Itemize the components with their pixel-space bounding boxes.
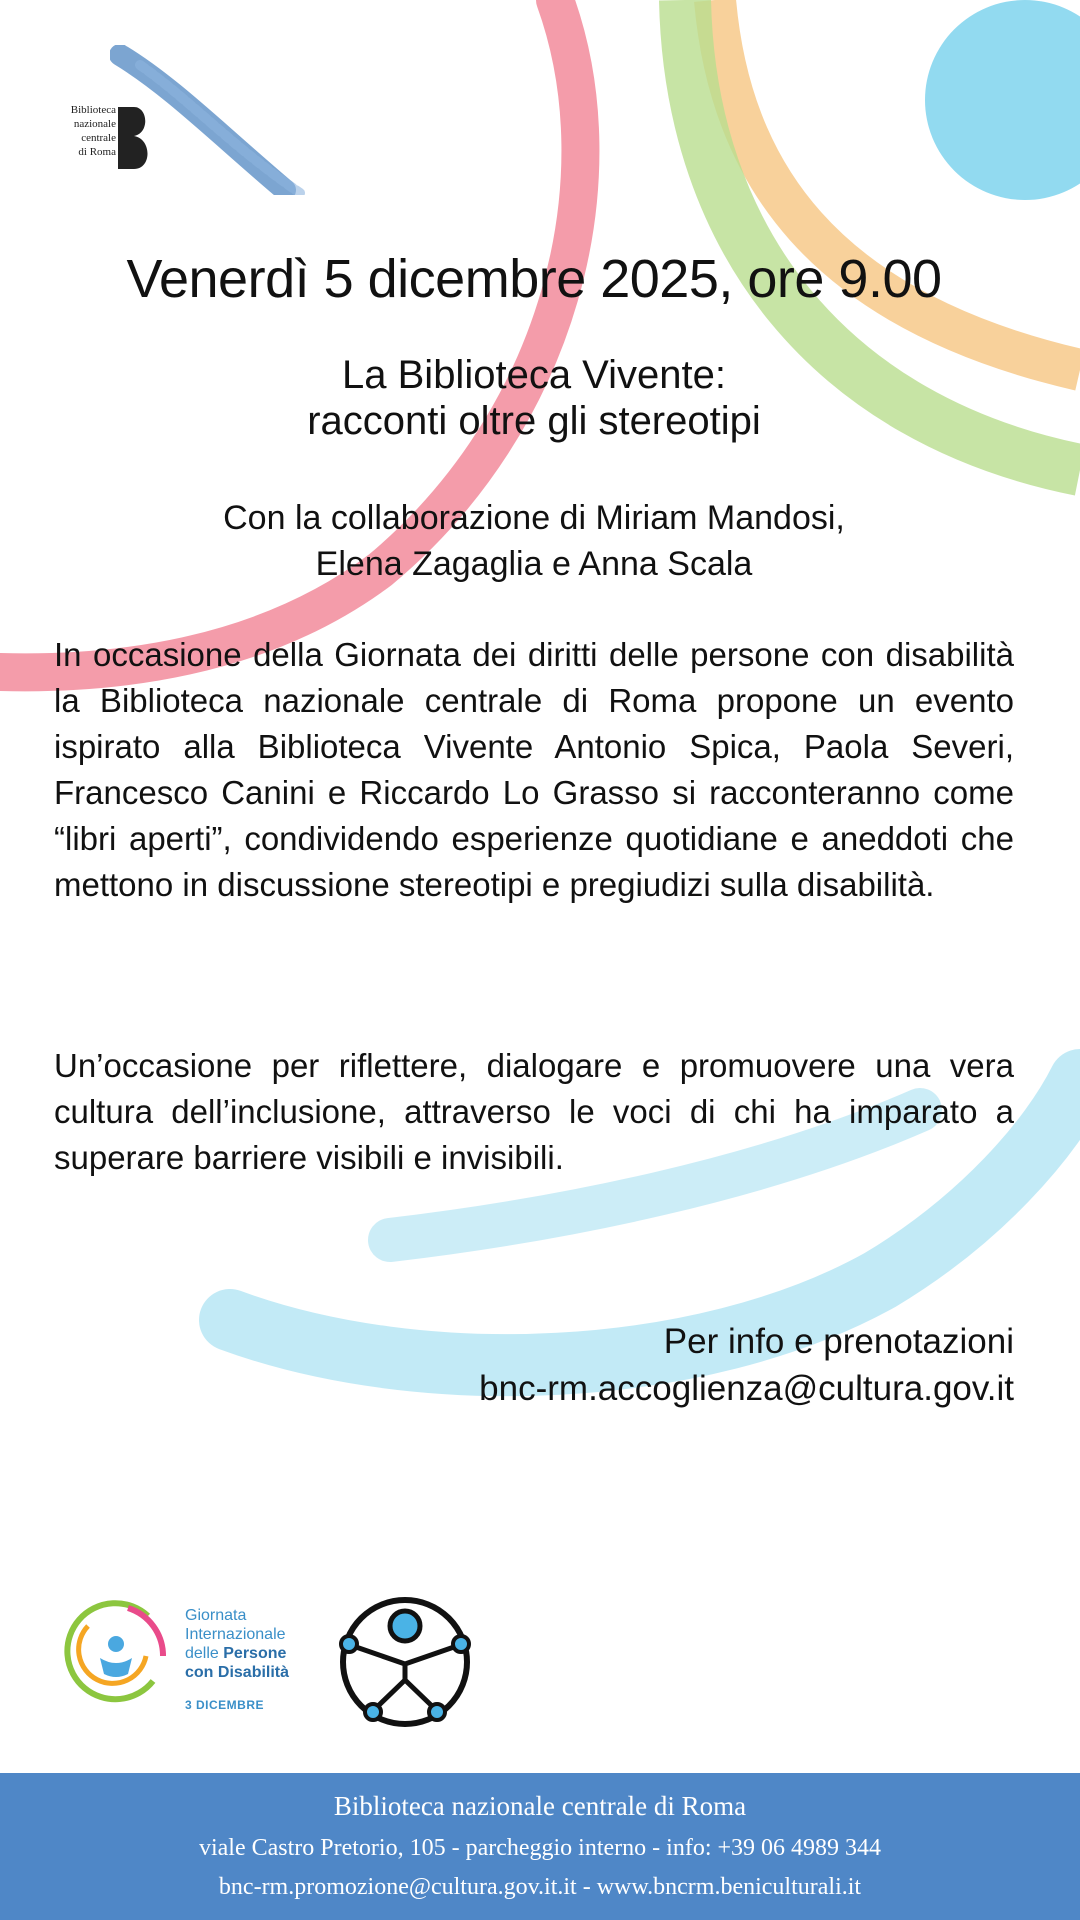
logo-line: di Roma — [78, 146, 116, 158]
disability-day-text — [185, 1606, 289, 1682]
bottom-logos — [58, 1592, 488, 1732]
description-paragraph: In occasione della Giornata dei diritti delle persone con disabilità la Biblioteca nazionale centrale di Roma propone un evento ispirato alla Biblioteca Vivente Antonio Spica, Paola Severi, Francesco Canini e Riccardo Lo Grasso si racconteranno come “libri aperti”, condividendo esperienze quotidiane e aneddoti che mettono in discussione stereotipi e pregiudizi sulla disabilità. — [54, 636, 1014, 903]
description-paragraph: Un’occasione per riflettere, dialogare e promuovere una vera cultura dell’inclusione, attraverso le voci di chi ha imparato a superare barriere visibili e invisibili. — [54, 1047, 1014, 1176]
b-letter-icon — [114, 103, 154, 173]
library-logo — [40, 45, 270, 195]
gidp-line: Giornata — [185, 1607, 247, 1624]
gidp-line-bold: Persone — [223, 1645, 287, 1662]
gidp-line — [185, 1644, 289, 1663]
collab-line: Elena Zagaglia e Anna Scala — [315, 545, 753, 583]
accessibility-icon — [333, 1592, 478, 1732]
footer-address: viale Castro Pretorio, 105 - parcheggio interno - info: +39 06 4989 344 — [198, 1835, 882, 1861]
collab-line: Con la collaborazione di Miriam Mandosi, — [223, 499, 845, 537]
footer-name: Biblioteca nazionale centrale di Roma — [333, 1791, 747, 1821]
collaboration — [54, 495, 1014, 587]
title-line: La Biblioteca Vivente: — [342, 353, 726, 397]
logo-line: Biblioteca — [70, 104, 116, 116]
event-title — [54, 352, 1014, 444]
disability-day-date: 3 DICEMBRE — [185, 1698, 265, 1712]
title-line: racconti oltre gli stereotipi — [307, 399, 761, 443]
blue-circle — [925, 0, 1080, 200]
gidp-line-part: delle — [185, 1645, 224, 1662]
logo-line: nazionale — [73, 118, 116, 130]
logo-line: centrale — [81, 132, 116, 144]
event-date: Venerdì 5 dicembre 2025, ore 9.00 — [126, 249, 942, 309]
library-logo-text — [50, 103, 116, 159]
footer — [0, 1773, 1080, 1920]
disability-day-logo — [58, 1592, 308, 1722]
info-block — [54, 1318, 1014, 1412]
footer-contacts[interactable]: bnc-rm.promozione@cultura.gov.it.it - www.bncrm.beniculturali.it — [218, 1874, 862, 1900]
disability-day-icon — [58, 1596, 173, 1711]
gidp-line: Internazionale — [185, 1626, 286, 1643]
gidp-line: con Disabilità — [185, 1664, 290, 1681]
info-label: Per info e prenotazioni — [663, 1322, 1014, 1361]
info-email[interactable]: bnc-rm.accoglienza@cultura.gov.it — [479, 1369, 1014, 1408]
